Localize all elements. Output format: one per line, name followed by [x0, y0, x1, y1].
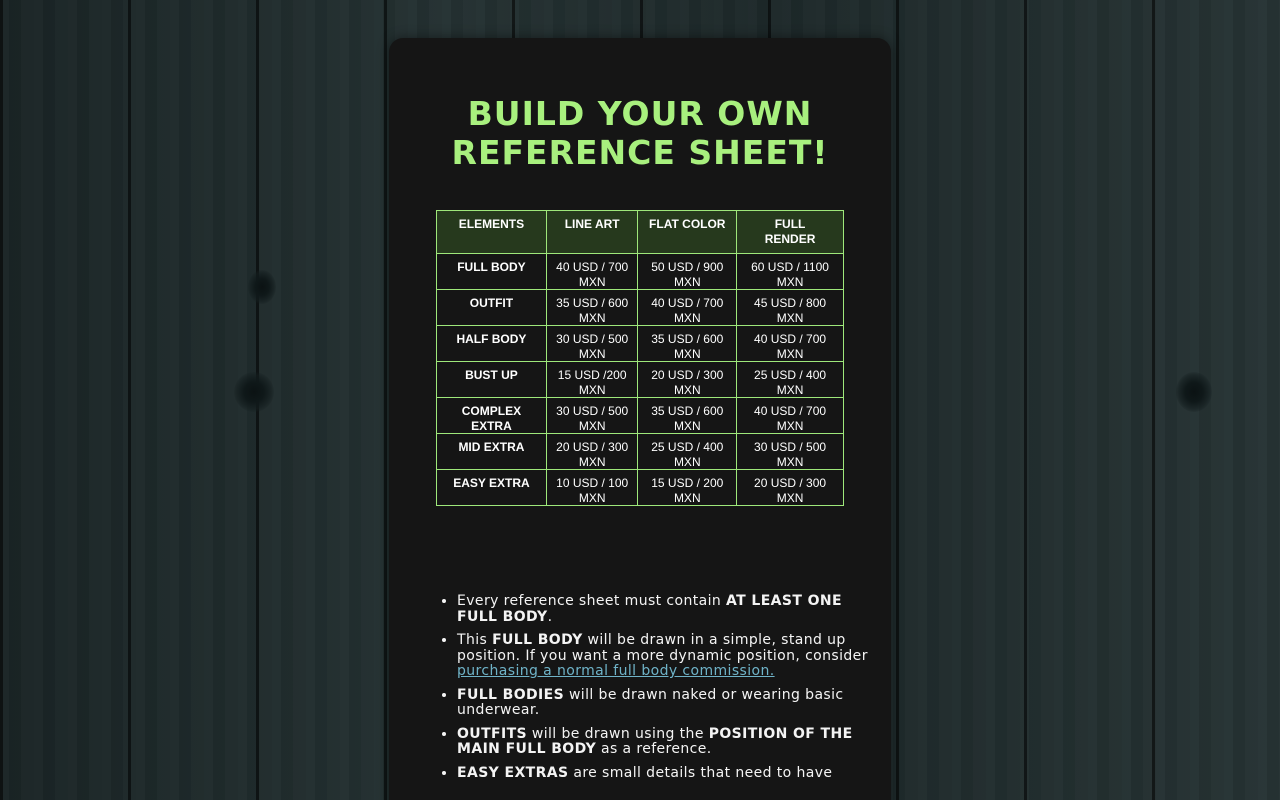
note-emphasis: POSITION OF THE MAIN FULL BODY	[457, 725, 853, 757]
header-full-render: FULL RENDER	[737, 211, 844, 254]
price-line-art: 15 USD /200 MXN	[546, 362, 638, 398]
full-body-commission-link[interactable]: purchasing a normal full body commission.	[457, 663, 775, 679]
note-emphasis: FULL BODIES	[457, 686, 565, 703]
price-flat-color: 35 USD / 600 MXN	[638, 326, 737, 362]
table-row	[437, 290, 844, 326]
header-elements: ELEMENTS	[437, 211, 547, 254]
price-flat-color: 40 USD / 700 MXN	[638, 290, 737, 326]
price-panel	[389, 38, 891, 800]
list-item	[457, 766, 887, 782]
page-title	[389, 94, 891, 172]
price-full-render: 30 USD / 500 MXN	[737, 434, 844, 470]
table-row	[437, 254, 844, 290]
note-emphasis: EASY EXTRAS	[457, 764, 569, 781]
table-row	[437, 362, 844, 398]
price-line-art: 20 USD / 300 MXN	[546, 434, 638, 470]
row-element: MID EXTRA	[437, 434, 547, 470]
note-text: will be drawn in a simple, stand up position. If you want a more dynamic position, consider	[457, 632, 868, 664]
note-text: .	[547, 608, 553, 625]
row-element: COMPLEX EXTRA	[437, 398, 547, 434]
note-text: This	[457, 632, 493, 648]
note-emphasis: AT LEAST ONE FULL BODY	[457, 593, 843, 625]
price-full-render: 45 USD / 800 MXN	[737, 290, 844, 326]
price-line-art: 30 USD / 500 MXN	[546, 326, 638, 362]
price-full-render: 20 USD / 300 MXN	[737, 470, 844, 506]
price-full-render: 25 USD / 400 MXN	[737, 362, 844, 398]
note-text: Every reference sheet must contain	[457, 593, 727, 609]
table-row	[437, 326, 844, 362]
wood-knot	[234, 372, 274, 412]
row-element: HALF BODY	[437, 326, 547, 362]
row-element: EASY EXTRA	[437, 470, 547, 506]
wood-knot	[248, 270, 276, 304]
price-line-art: 30 USD / 500 MXN	[546, 398, 638, 434]
price-line-art: 40 USD / 700 MXN	[546, 254, 638, 290]
header-flat-color: FLAT COLOR	[638, 211, 737, 254]
price-flat-color: 50 USD / 900 MXN	[638, 254, 737, 290]
note-emphasis: OUTFITS	[457, 725, 528, 742]
price-full-render: 60 USD / 1100 MXN	[737, 254, 844, 290]
table-row	[437, 470, 844, 506]
note-text: are small details that need to have	[568, 764, 833, 781]
price-full-render: 40 USD / 700 MXN	[737, 326, 844, 362]
note-emphasis: FULL BODY	[492, 632, 583, 648]
price-table	[436, 210, 844, 506]
list-item	[457, 688, 887, 719]
price-flat-color: 20 USD / 300 MXN	[638, 362, 737, 398]
note-text: will be drawn using the	[527, 725, 709, 742]
rules-list	[417, 594, 887, 789]
price-flat-color: 15 USD / 200 MXN	[638, 470, 737, 506]
title-line-1: BUILD YOUR OWN	[467, 94, 813, 133]
price-line-art: 35 USD / 600 MXN	[546, 290, 638, 326]
note-text: as a reference.	[596, 741, 712, 757]
price-flat-color: 35 USD / 600 MXN	[638, 398, 737, 434]
wood-knot	[1176, 372, 1212, 412]
price-flat-color: 25 USD / 400 MXN	[638, 434, 737, 470]
row-element: BUST UP	[437, 362, 547, 398]
table-row	[437, 398, 844, 434]
row-element: OUTFIT	[437, 290, 547, 326]
row-element: FULL BODY	[437, 254, 547, 290]
list-item	[457, 633, 887, 680]
price-full-render: 40 USD / 700 MXN	[737, 398, 844, 434]
note-text: will be drawn naked or wearing basic underwear.	[457, 686, 844, 718]
title-line-2: REFERENCE SHEET!	[451, 133, 829, 172]
table-header-row	[437, 211, 844, 254]
list-item	[457, 594, 887, 625]
list-item	[457, 727, 887, 758]
header-line-art: LINE ART	[546, 211, 638, 254]
price-line-art: 10 USD / 100 MXN	[546, 470, 638, 506]
table-row	[437, 434, 844, 470]
